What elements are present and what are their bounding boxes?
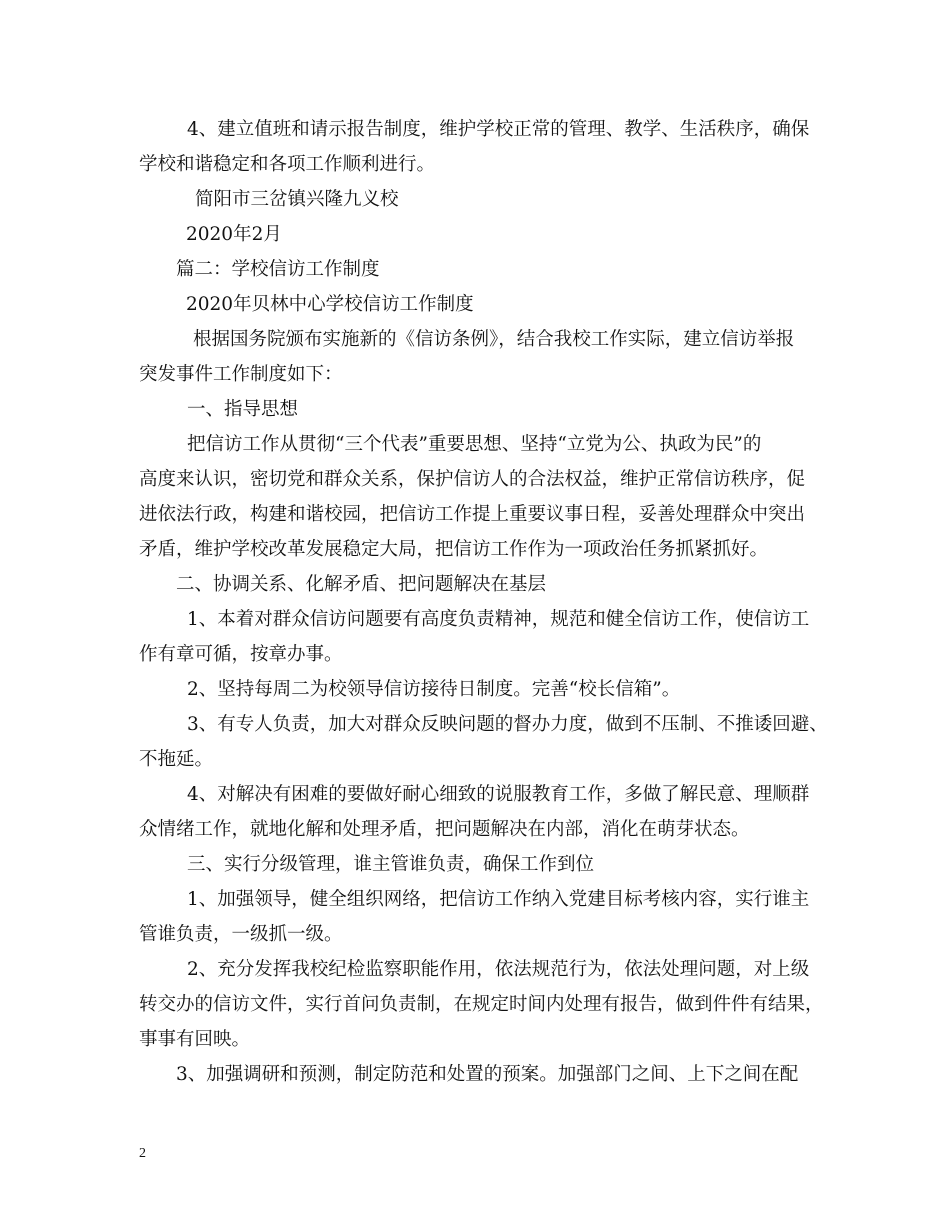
paragraph-line: 把信访工作从贯彻“三个代表”重要思想、坚持“立党为公、执政为民”的 <box>187 434 762 455</box>
paragraph-line: 作有章可循，按章办事。 <box>139 644 343 665</box>
subsection-heading: 二、协调关系、化解矛盾、把问题解决在基层 <box>176 574 547 595</box>
paragraph-line: 管谁负责，一级抓一级。 <box>139 924 343 945</box>
paragraph-line: 1、加强领导，健全组织网络，把信访工作纳入党建目标考核内容，实行谁主 <box>187 889 810 910</box>
paragraph-line: 转交办的信访文件，实行首问负责制，在规定时间内处理有报告，做到件件有结果， <box>139 994 824 1015</box>
paragraph-line: 事事有回映。 <box>139 1029 251 1050</box>
paragraph-line: 3、有专人负责，加大对群众反映问题的督办力度，做到不压制、不推诿回避、 <box>187 714 828 735</box>
paragraph-line: 2、坚持每周二为校领导信访接待日制度。完善“校长信箱”。 <box>187 679 681 700</box>
subsection-heading: 一、指导思想 <box>187 399 299 420</box>
paragraph-line: 突发事件工作制度如下： <box>139 364 343 385</box>
section-heading: 篇二：学校信访工作制度 <box>176 259 380 280</box>
paragraph-line: 1、本着对群众信访问题要有高度负责精神，规范和健全信访工作，使信访工 <box>187 609 810 630</box>
document-title: 2020年贝林中心学校信访工作制度 <box>186 294 474 315</box>
paragraph-line: 3、加强调研和预测，制定防范和处置的预案。加强部门之间、上下之间在配 <box>176 1064 799 1085</box>
paragraph-line: 2、充分发挥我校纪检监察职能作用，依法规范行为，依法处理问题，对上级 <box>187 959 810 980</box>
paragraph-line: 高度来认识，密切党和群众关系，保护信访人的合法权益，维护正常信访秩序，促 <box>139 469 806 490</box>
paragraph-line: 进依法行政，构建和谐校园，把信访工作提上重要议事日程，妥善处理群众中突出 <box>139 504 806 525</box>
paragraph-line: 矛盾，维护学校改革发展稳定大局，把信访工作作为一项政治任务抓紧抓好。 <box>139 539 769 560</box>
paragraph-line: 根据国务院颁布实施新的《信访条例》，结合我校工作实际，建立信访举报 <box>193 329 795 350</box>
paragraph-line: 学校和谐稳定和各项工作顺利进行。 <box>139 154 436 175</box>
paragraph-line: 不拖延。 <box>139 749 214 770</box>
subsection-heading: 三、实行分级管理，谁主管谁负责，确保工作到位 <box>187 854 595 875</box>
paragraph-line: 众情绪工作，就地化解和处理矛盾，把问题解决在内部，消化在萌芽状态。 <box>139 819 750 840</box>
paragraph-line: 4、建立值班和请示报告制度，维护学校正常的管理、教学、生活秩序，确保 <box>187 119 810 140</box>
page-number: 2 <box>139 1146 146 1161</box>
signature-school-name: 简阳市三岔镇兴隆九义校 <box>195 189 399 210</box>
signature-date: 2020年2月 <box>186 224 282 245</box>
paragraph-line: 4、对解决有困难的要做好耐心细致的说服教育工作，多做了解民意、理顺群 <box>187 784 810 805</box>
